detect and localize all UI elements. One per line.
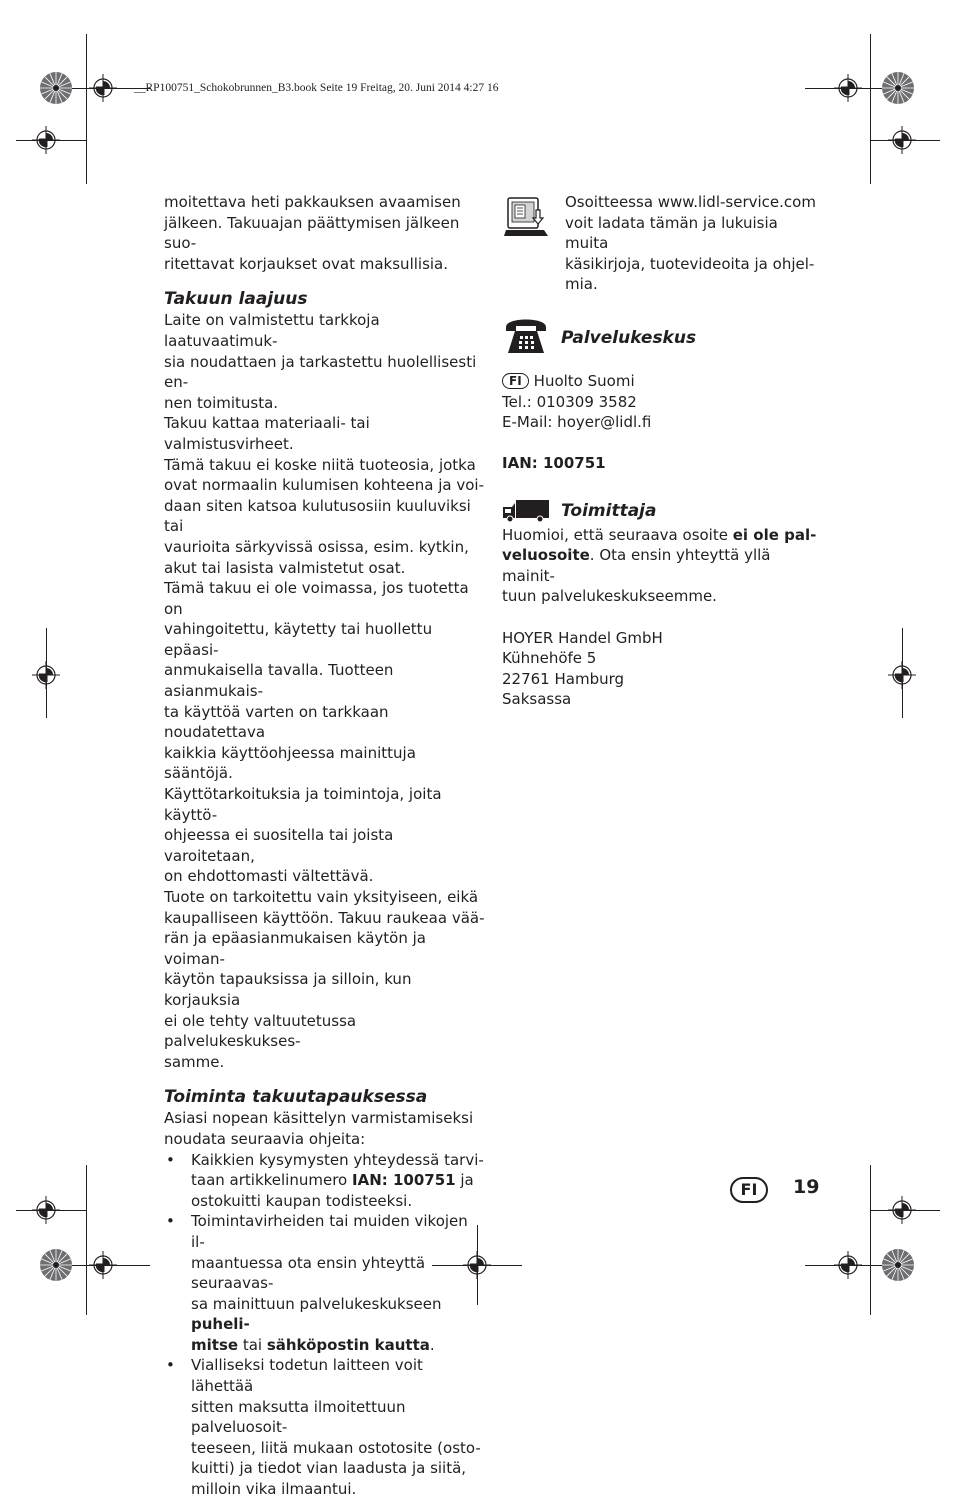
download-info: Osoitteessa www.lidl-service.com voit ladata tämän ja lukuisia muita käsikirjoja, tuotevideoita ja ohjel- mia. xyxy=(502,192,824,295)
manual-download-icon xyxy=(504,196,550,238)
section-heading-scope: Takuun laajuus xyxy=(164,289,308,310)
supplier-heading-row xyxy=(502,499,824,525)
delivery-truck-icon xyxy=(502,499,550,523)
service-heading-row xyxy=(502,315,824,361)
country-badge: FI xyxy=(502,373,529,389)
left-column xyxy=(164,192,486,1500)
right-column xyxy=(502,192,824,710)
supplier-note: Huomioi, että seuraava osoite ei ole pal- veluosoite. Ota ensin yhteyttä yllä mainit- tuun palvelukeskukseemme. xyxy=(502,525,817,606)
section-heading-service: Palvelukeskus xyxy=(561,327,697,348)
list-item: • Vialliseksi todetun laitteen voit lähettää sitten maksutta ilmoitettuun palveluosoit- teeseen, liitä mukaan ostotosite (osto- kuitti) ja tiedot vian laadusta ja siitä, milloin vika ilmaantui. xyxy=(164,1355,486,1499)
intro-paragraph: moitettava heti pakkauksen avaamisen jälkeen. Takuuajan päättymisen jälkeen suo- ritettavat korjaukset ovat maksullisia. xyxy=(164,193,461,273)
section-heading-warranty-claim: Toiminta takuutapauksessa xyxy=(164,1087,428,1108)
list-item: • Toimintavirheiden tai muiden vikojen il- maantuessa ota ensin yhteyttä seuraavas- sa mainittuun palvelukeskukseen puheli- mitse tai sähköpostin kautta. xyxy=(164,1211,486,1355)
section-heading-supplier: Toimittaja xyxy=(561,500,657,521)
supplier-address: HOYER Handel GmbH Kühnehöfe 5 22761 Hamburg Saksassa xyxy=(502,628,663,709)
email-address: E-Mail: hoyer@lidl.fi xyxy=(502,413,652,432)
telephone-icon xyxy=(503,315,549,355)
phone-number: Tel.: 010309 3582 xyxy=(502,392,637,411)
ian-number: IAN: 100751 xyxy=(502,454,606,473)
service-contact: FI Huolto Suomi Tel.: 010309 3582 E-Mail: hoyer@lidl.fi xyxy=(502,371,652,432)
claim-steps-list xyxy=(164,1150,486,1500)
claim-intro: Asiasi nopean käsittelyn varmistamiseksi noudata seuraavia ohjeita: xyxy=(164,1109,474,1148)
list-item: • Kaikkien kysymysten yhteydessä tarvi- taan artikkelinumero IAN: 100751 ja ostokuitti kaupan todisteeksi. xyxy=(164,1150,486,1212)
scope-paragraph: Laite on valmistettu tarkkoja laatuvaatimuk- sia noudattaen ja tarkastettu huolellisesti en- nen toimitusta. Takuu kattaa materiaali- tai valmistusvirheet. Tämä takuu ei koske niitä tuoteosia, jotka ovat normaalin kulumisen kohteena ja voi- daan siten katsoa kulutusosiin kuuluviksi tai vaurioita särkyvissä osissa, esim. kytkin, akut tai lasista valmistetut osat. Tämä takuu ei ole voimassa, jos tuotetta on vahingoitettu, käytetty tai huollettu epäasi- anmukaisella tavalla. Tuotteen asianmukais- ta käyttöä varten on tarkkaan noudatettava kaikkia käyttöohjeessa mainittuja sääntöjä. Käyttötarkoituksia ja toimintoja, joita käyttö- ohjeessa ei suositella tai joista varoitetaan, on ehdottomasti vältettävä. Tuote on tarkoitettu vain yksityiseen, eikä kaupalliseen käyttöön. Takuu raukeaa vää- rän ja epäasianmukaisen käytön ja voiman- käytön tapauksissa ja silloin, kun korjauksia ei ole tehty valtuutetussa palvelukeskukses- samme. xyxy=(164,311,485,1071)
language-badge: FI xyxy=(730,1177,768,1203)
print-slug: __RP100751_Schokobrunnen_B3.book Seite 19 Freitag, 20. Juni 2014 4:27 16 xyxy=(134,82,499,94)
page-number: 19 xyxy=(793,1176,820,1198)
